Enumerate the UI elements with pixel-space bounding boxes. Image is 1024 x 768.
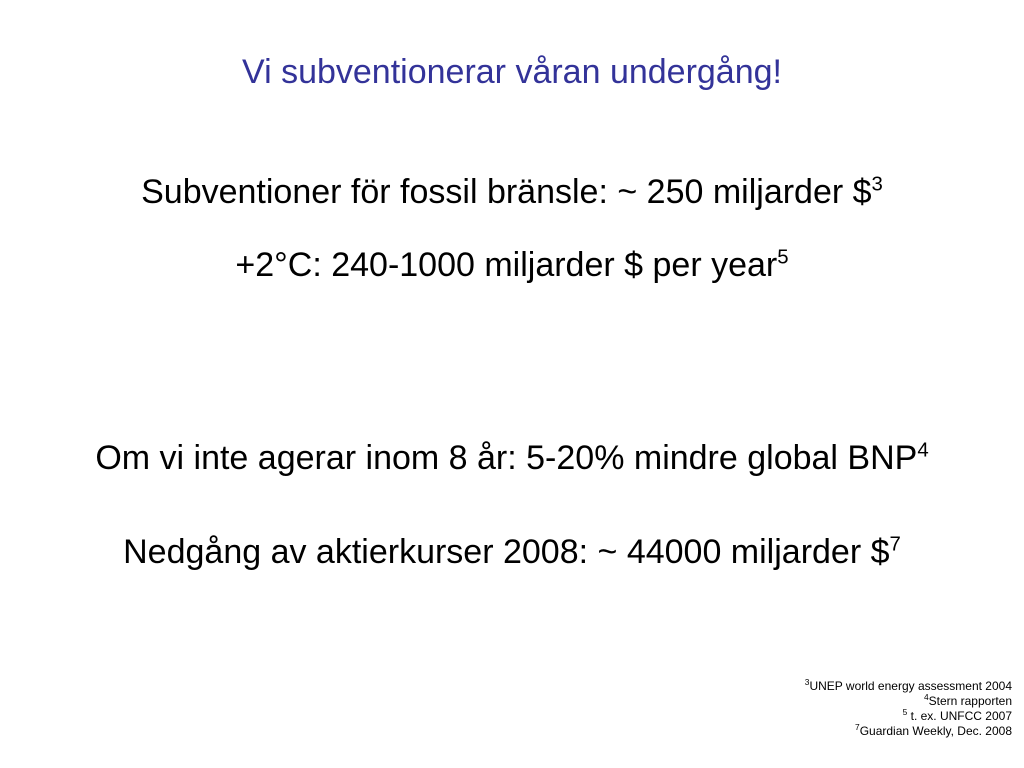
reference-text: UNEP world energy assessment 2004 [809,679,1012,693]
reference-item [805,694,1012,709]
reference-item [805,679,1012,694]
statement-two-degrees-cost [0,243,1024,287]
reference-marker: 3 [871,173,883,196]
reference-text: t. ex. UNFCC 2007 [907,709,1012,723]
reference-number: 3 [804,677,810,687]
reference-marker: 7 [889,533,901,556]
reference-text: Guardian Weekly, Dec. 2008 [859,724,1012,738]
reference-item [805,709,1012,724]
references-list [805,679,1012,739]
reference-number: 7 [855,722,860,732]
statement-fossil-subsidies [0,170,1024,214]
reference-marker: 5 [777,246,789,269]
reference-number: 5 [902,707,908,717]
reference-text: Stern rapporten [928,694,1012,708]
statement-text: Subventioner för fossil bränsle: ~ 250 miljarder $ [141,173,872,211]
statement-text: +2°C: 240-1000 miljarder $ per year [235,246,778,284]
statement-stock-decline [0,530,1024,574]
reference-number: 4 [923,692,929,702]
reference-item [805,724,1012,739]
slide-title: Vi subventionerar våran undergång! [242,53,782,91]
reference-marker: 4 [917,439,929,462]
statement-text: Nedgång av aktierkurser 2008: ~ 44000 miljarder $ [123,533,890,571]
statement-text: Om vi inte agerar inom 8 år: 5-20% mindre global BNP [95,439,918,477]
statement-gdp-loss [0,436,1024,480]
